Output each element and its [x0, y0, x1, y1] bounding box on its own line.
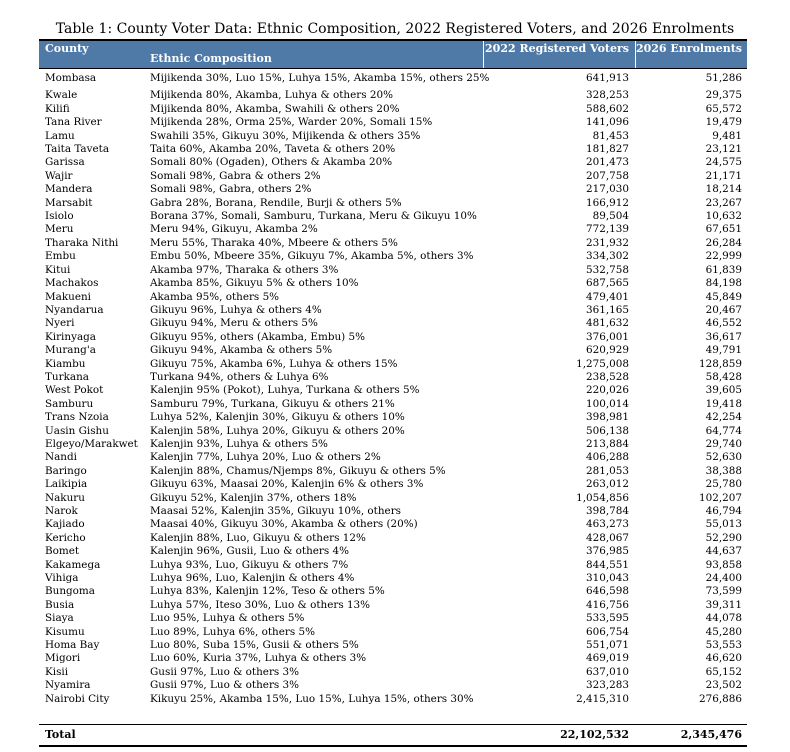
- cell-county: Turkana: [45, 370, 89, 383]
- table-row: [39, 666, 747, 679]
- table-row: [39, 612, 747, 625]
- cell-ethnic-composition: Luo 80%, Suba 15%, Gusii & others 5%: [150, 639, 359, 652]
- cell-county: Tana River: [45, 116, 102, 129]
- cell-county: Uasin Gishu: [45, 424, 109, 437]
- table-row: [39, 532, 747, 545]
- cell-registered-voters: 81,453: [592, 129, 629, 142]
- cell-county: Kericho: [45, 531, 86, 544]
- table-row: [39, 371, 747, 384]
- cell-enrolments: 53,553: [705, 639, 742, 652]
- cell-enrolments: 18,214: [705, 183, 742, 196]
- cell-enrolments: 24,400: [705, 572, 742, 585]
- cell-registered-voters: 207,758: [586, 169, 629, 182]
- cell-registered-voters: 220,026: [586, 384, 629, 397]
- table-header: [39, 41, 747, 68]
- header-county: County: [45, 42, 89, 55]
- cell-county: Busia: [45, 598, 75, 611]
- table-row: [39, 545, 747, 558]
- cell-ethnic-composition: Luo 60%, Kuria 37%, Luhya & others 3%: [150, 652, 367, 665]
- cell-enrolments: 38,388: [705, 464, 742, 477]
- cell-registered-voters: 646,598: [586, 585, 629, 598]
- total-enrolments: 2,345,476: [680, 728, 742, 741]
- cell-registered-voters: 231,932: [586, 236, 629, 249]
- cell-enrolments: 73,599: [705, 585, 742, 598]
- cell-ethnic-composition: Akamba 97%, Tharaka & others 3%: [150, 263, 339, 276]
- cell-county: Marsabit: [45, 196, 93, 209]
- cell-registered-voters: 463,273: [586, 518, 629, 531]
- cell-county: Garissa: [45, 156, 85, 169]
- cell-county: Elgeyo/Marakwet: [45, 437, 138, 450]
- cell-enrolments: 39,311: [705, 598, 742, 611]
- cell-county: Nandi: [45, 451, 77, 464]
- cell-county: Nairobi City: [45, 692, 110, 705]
- table-row: [39, 291, 747, 304]
- table-row: [39, 89, 747, 102]
- cell-registered-voters: 310,043: [586, 572, 629, 585]
- table-row: [39, 183, 747, 196]
- cell-ethnic-composition: Gikuyu 75%, Akamba 6%, Luhya & others 15%: [150, 357, 398, 370]
- table-row: [39, 505, 747, 518]
- cell-ethnic-composition: Mijikenda 30%, Luo 15%, Luhya 15%, Akamba 15%, others 25%: [150, 72, 490, 84]
- cell-registered-voters: 89,504: [592, 210, 629, 223]
- cell-enrolments: 19,418: [705, 397, 742, 410]
- cell-enrolments: 65,572: [705, 102, 742, 115]
- cell-registered-voters: 2,415,310: [576, 692, 629, 705]
- cell-enrolments: 93,858: [705, 558, 742, 571]
- cell-enrolments: 44,078: [705, 612, 742, 625]
- cell-enrolments: 65,152: [705, 665, 742, 678]
- cell-registered-voters: 532,758: [586, 263, 629, 276]
- cell-county: Samburu: [45, 397, 94, 410]
- cell-county: Lamu: [45, 129, 75, 142]
- cell-ethnic-composition: Gikuyu 96%, Luhya & others 4%: [150, 303, 322, 316]
- cell-ethnic-composition: Somali 80% (Ogaden), Others & Akamba 20%: [150, 156, 393, 169]
- table-row: [39, 156, 747, 169]
- cell-enrolments: 20,467: [705, 303, 742, 316]
- cell-enrolments: 22,999: [705, 250, 742, 263]
- cell-registered-voters: 398,981: [586, 411, 629, 424]
- cell-ethnic-composition: Gikuyu 52%, Kalenjin 37%, others 18%: [150, 491, 357, 504]
- cell-ethnic-composition: Luo 95%, Luhya & others 5%: [150, 612, 305, 625]
- header-separator: [483, 41, 484, 68]
- table-row: [39, 411, 747, 424]
- cell-enrolments: 21,171: [705, 169, 742, 182]
- cell-ethnic-composition: Meru 55%, Tharaka 40%, Mbeere & others 5%: [150, 236, 398, 249]
- table-row: [39, 679, 747, 692]
- cell-ethnic-composition: Gabra 28%, Borana, Rendile, Burji & others 5%: [150, 196, 402, 209]
- table-row: [39, 652, 747, 665]
- cell-registered-voters: 469,019: [586, 652, 629, 665]
- cell-ethnic-composition: Luhya 93%, Luo, Gikuyu & others 7%: [150, 558, 349, 571]
- cell-registered-voters: 213,884: [586, 437, 629, 450]
- cell-enrolments: 58,428: [705, 370, 742, 383]
- cell-registered-voters: 1,275,008: [576, 357, 629, 370]
- cell-registered-voters: 376,985: [586, 545, 629, 558]
- cell-enrolments: 23,121: [705, 143, 742, 156]
- cell-county: Murang'a: [45, 344, 96, 357]
- header-rule: [39, 68, 747, 69]
- cell-enrolments: 9,481: [712, 129, 742, 142]
- cell-enrolments: 64,774: [705, 424, 742, 437]
- cell-ethnic-composition: Somali 98%, Gabra & others 2%: [150, 169, 321, 182]
- table-row: [39, 116, 747, 129]
- cell-ethnic-composition: Borana 37%, Somali, Samburu, Turkana, Meru & Gikuyu 10%: [150, 210, 477, 223]
- cell-ethnic-composition: Samburu 79%, Turkana, Gikuyu & others 21%: [150, 397, 395, 410]
- table-row: [39, 693, 747, 706]
- cell-registered-voters: 376,001: [586, 330, 629, 343]
- cell-county: Kilifi: [45, 102, 70, 115]
- cell-ethnic-composition: Kalenjin 88%, Chamus/Njemps 8%, Gikuyu & others 5%: [150, 464, 446, 477]
- cell-county: Makueni: [45, 290, 91, 303]
- cell-registered-voters: 361,165: [586, 303, 629, 316]
- cell-ethnic-composition: Gikuyu 95%, others (Akamba, Embu) 5%: [150, 330, 366, 343]
- total-rule: [39, 724, 747, 725]
- cell-registered-voters: 100,014: [586, 397, 629, 410]
- table-row: [39, 585, 747, 598]
- cell-county: Baringo: [45, 464, 87, 477]
- table-row: [39, 304, 747, 317]
- cell-registered-voters: 323,283: [586, 679, 629, 692]
- cell-registered-voters: 479,401: [586, 290, 629, 303]
- cell-registered-voters: 201,473: [586, 156, 629, 169]
- cell-ethnic-composition: Gusii 97%, Luo & others 3%: [150, 665, 300, 678]
- cell-ethnic-composition: Akamba 85%, Gikuyu 5% & others 10%: [150, 277, 359, 290]
- cell-county: Kitui: [45, 263, 71, 276]
- cell-enrolments: 42,254: [705, 411, 742, 424]
- cell-enrolments: 45,849: [705, 290, 742, 303]
- cell-registered-voters: 533,595: [586, 612, 629, 625]
- table-row: [39, 72, 747, 85]
- cell-county: Homa Bay: [45, 639, 100, 652]
- table-row: [39, 130, 747, 143]
- cell-ethnic-composition: Meru 94%, Gikuyu, Akamba 2%: [150, 223, 318, 236]
- cell-county: Mombasa: [45, 72, 97, 84]
- header-enrolments: 2026 Enrolments: [635, 42, 742, 55]
- cell-ethnic-composition: Maasai 52%, Kalenjin 35%, Gikuyu 10%, others: [150, 505, 401, 517]
- cell-ethnic-composition: Gusii 97%, Luo & others 3%: [150, 679, 300, 692]
- cell-ethnic-composition: Maasai 40%, Gikuyu 30%, Akamba & others (20%): [150, 518, 418, 531]
- cell-ethnic-composition: Luhya 52%, Kalenjin 30%, Gikuyu & others 10%: [150, 411, 405, 424]
- cell-county: Migori: [45, 652, 81, 665]
- cell-county: Nakuru: [45, 491, 85, 504]
- cell-registered-voters: 181,827: [586, 143, 629, 156]
- cell-registered-voters: 238,528: [586, 370, 629, 383]
- table-row: [39, 398, 747, 411]
- cell-enrolments: 10,632: [705, 210, 742, 223]
- cell-county: Nyamira: [45, 679, 91, 692]
- cell-registered-voters: 637,010: [586, 665, 629, 678]
- cell-county: Wajir: [45, 169, 73, 182]
- cell-enrolments: 24,575: [705, 156, 742, 169]
- cell-county: Mandera: [45, 183, 93, 196]
- cell-county: Machakos: [45, 277, 99, 290]
- cell-registered-voters: 687,565: [586, 277, 629, 290]
- table-row: [39, 384, 747, 397]
- cell-registered-voters: 606,754: [586, 625, 629, 638]
- table-row: [39, 103, 747, 116]
- cell-county: Bungoma: [45, 585, 95, 598]
- cell-county: Meru: [45, 223, 74, 236]
- cell-registered-voters: 641,913: [586, 72, 629, 84]
- table-row: [39, 425, 747, 438]
- cell-ethnic-composition: Mijikenda 80%, Akamba, Luhya & others 20%: [150, 89, 393, 102]
- table-row: [39, 465, 747, 478]
- cell-registered-voters: 406,288: [586, 451, 629, 464]
- table-row: [39, 170, 747, 183]
- cell-ethnic-composition: Kalenjin 96%, Gusii, Luo & others 4%: [150, 545, 349, 558]
- cell-county: Kajiado: [45, 518, 85, 531]
- cell-ethnic-composition: Turkana 94%, others & Luhya 6%: [150, 370, 329, 383]
- table-row: [39, 277, 747, 290]
- cell-county: Laikipia: [45, 478, 88, 491]
- cell-ethnic-composition: Luhya 96%, Luo, Kalenjin & others 4%: [150, 572, 355, 585]
- bottom-rule: [39, 745, 747, 747]
- table-row: [39, 451, 747, 464]
- cell-county: Nyandarua: [45, 303, 104, 316]
- cell-ethnic-composition: Gikuyu 63%, Maasai 20%, Kalenjin 6% & others 3%: [150, 478, 424, 491]
- table-row: [39, 572, 747, 585]
- cell-registered-voters: 141,096: [586, 116, 629, 129]
- cell-enrolments: 52,290: [705, 531, 742, 544]
- cell-county: Bomet: [45, 545, 80, 558]
- cell-enrolments: 102,207: [699, 491, 742, 504]
- cell-county: Kisii: [45, 665, 69, 678]
- cell-enrolments: 23,502: [705, 679, 742, 692]
- cell-county: Kisumu: [45, 625, 85, 638]
- cell-enrolments: 51,286: [705, 72, 742, 84]
- table-row: [39, 143, 747, 156]
- cell-ethnic-composition: Swahili 35%, Gikuyu 30%, Mijikenda & others 35%: [150, 129, 421, 142]
- cell-ethnic-composition: Luhya 83%, Kalenjin 12%, Teso & others 5%: [150, 585, 385, 598]
- table-row: [39, 317, 747, 330]
- cell-registered-voters: 620,929: [586, 344, 629, 357]
- header-registered-voters: 2022 Registered Voters: [485, 42, 629, 55]
- table-row: [39, 331, 747, 344]
- total-voters: 22,102,532: [560, 728, 629, 741]
- cell-county: Vihiga: [45, 572, 79, 585]
- cell-enrolments: 25,780: [705, 478, 742, 491]
- table-row: [39, 626, 747, 639]
- table-row: [39, 358, 747, 371]
- cell-enrolments: 84,198: [705, 277, 742, 290]
- cell-enrolments: 36,617: [705, 330, 742, 343]
- cell-enrolments: 128,859: [699, 357, 742, 370]
- table-row: [39, 559, 747, 572]
- cell-enrolments: 23,267: [705, 196, 742, 209]
- table-caption: Table 1: County Voter Data: Ethnic Composition, 2022 Registered Voters, and 2026 Enrolments: [55, 21, 735, 37]
- cell-registered-voters: 551,071: [586, 639, 629, 652]
- table-row: [39, 264, 747, 277]
- cell-ethnic-composition: Kalenjin 58%, Luhya 20%, Gikuyu & others 20%: [150, 424, 405, 437]
- cell-enrolments: 26,284: [705, 236, 742, 249]
- table-row: [39, 344, 747, 357]
- cell-registered-voters: 217,030: [586, 183, 629, 196]
- cell-county: Narok: [45, 505, 78, 517]
- table-row: [39, 223, 747, 236]
- cell-county: Tharaka Nithi: [45, 236, 119, 249]
- cell-ethnic-composition: Luo 89%, Luhya 6%, others 5%: [150, 625, 315, 638]
- header-ethnic-composition: Ethnic Composition: [150, 52, 272, 65]
- cell-county: Siaya: [45, 612, 74, 625]
- cell-ethnic-composition: Mijikenda 80%, Akamba, Swahili & others 20%: [150, 102, 400, 115]
- cell-county: Trans Nzoia: [45, 411, 109, 424]
- cell-registered-voters: 334,302: [586, 250, 629, 263]
- cell-registered-voters: 416,756: [586, 598, 629, 611]
- table-row: [39, 478, 747, 491]
- cell-registered-voters: 588,602: [586, 102, 629, 115]
- cell-registered-voters: 263,012: [586, 478, 629, 491]
- cell-county: Kwale: [45, 89, 78, 102]
- table-row: [39, 639, 747, 652]
- cell-ethnic-composition: Gikuyu 94%, Akamba & others 5%: [150, 344, 333, 357]
- cell-ethnic-composition: Kalenjin 95% (Pokot), Luhya, Turkana & others 5%: [150, 384, 420, 397]
- cell-county: Taita Taveta: [45, 143, 110, 156]
- cell-registered-voters: 166,912: [586, 196, 629, 209]
- cell-enrolments: 49,791: [705, 344, 742, 357]
- cell-ethnic-composition: Akamba 95%, others 5%: [150, 290, 280, 303]
- table-row: [39, 197, 747, 210]
- cell-county: Embu: [45, 250, 76, 263]
- table-row: [39, 518, 747, 531]
- cell-ethnic-composition: Mijikenda 28%, Orma 25%, Warder 20%, Somali 15%: [150, 116, 433, 129]
- cell-enrolments: 46,552: [705, 317, 742, 330]
- cell-registered-voters: 772,139: [586, 223, 629, 236]
- total-label: Total: [45, 728, 76, 741]
- cell-enrolments: 52,630: [705, 451, 742, 464]
- cell-county: Kirinyaga: [45, 330, 96, 343]
- total-row: [39, 728, 747, 742]
- cell-county: West Pokot: [45, 384, 104, 397]
- table-row: [39, 599, 747, 612]
- cell-county: Kiambu: [45, 357, 86, 370]
- cell-registered-voters: 281,053: [586, 464, 629, 477]
- cell-enrolments: 61,839: [705, 263, 742, 276]
- cell-ethnic-composition: Somali 98%, Gabra, others 2%: [150, 183, 312, 196]
- cell-ethnic-composition: Kalenjin 77%, Luhya 20%, Luo & others 2%: [150, 451, 381, 464]
- cell-registered-voters: 481,632: [586, 317, 629, 330]
- cell-registered-voters: 428,067: [586, 531, 629, 544]
- cell-registered-voters: 1,054,856: [576, 491, 629, 504]
- table-row: [39, 250, 747, 263]
- cell-registered-voters: 328,253: [586, 89, 629, 102]
- cell-enrolments: 46,794: [705, 505, 742, 517]
- cell-registered-voters: 398,784: [586, 505, 629, 517]
- table-row: [39, 210, 747, 223]
- table-row: [39, 438, 747, 451]
- cell-county: Isiolo: [45, 210, 74, 223]
- cell-ethnic-composition: Kikuyu 25%, Akamba 15%, Luo 15%, Luhya 15%, others 30%: [150, 692, 474, 705]
- cell-enrolments: 67,651: [705, 223, 742, 236]
- cell-ethnic-composition: Gikuyu 94%, Meru & others 5%: [150, 317, 318, 330]
- cell-ethnic-composition: Kalenjin 93%, Luhya & others 5%: [150, 437, 328, 450]
- cell-registered-voters: 506,138: [586, 424, 629, 437]
- table-row: [39, 492, 747, 505]
- cell-county: Kakamega: [45, 558, 101, 571]
- cell-enrolments: 55,013: [705, 518, 742, 531]
- cell-ethnic-composition: Embu 50%, Mbeere 35%, Gikuyu 7%, Akamba 5%, others 3%: [150, 250, 474, 263]
- cell-ethnic-composition: Luhya 57%, Iteso 30%, Luo & others 13%: [150, 598, 371, 611]
- cell-registered-voters: 844,551: [586, 558, 629, 571]
- table-body: [39, 72, 747, 706]
- cell-enrolments: 44,637: [705, 545, 742, 558]
- cell-county: Nyeri: [45, 317, 75, 330]
- cell-enrolments: 19,479: [705, 116, 742, 129]
- cell-ethnic-composition: Taita 60%, Akamba 20%, Taveta & others 20%: [150, 143, 396, 156]
- cell-enrolments: 276,886: [699, 692, 742, 705]
- cell-enrolments: 29,740: [705, 437, 742, 450]
- table-row: [39, 237, 747, 250]
- cell-ethnic-composition: Kalenjin 88%, Luo, Gikuyu & others 12%: [150, 531, 366, 544]
- cell-enrolments: 39,605: [705, 384, 742, 397]
- cell-enrolments: 45,280: [705, 625, 742, 638]
- cell-enrolments: 46,620: [705, 652, 742, 665]
- cell-enrolments: 29,375: [705, 89, 742, 102]
